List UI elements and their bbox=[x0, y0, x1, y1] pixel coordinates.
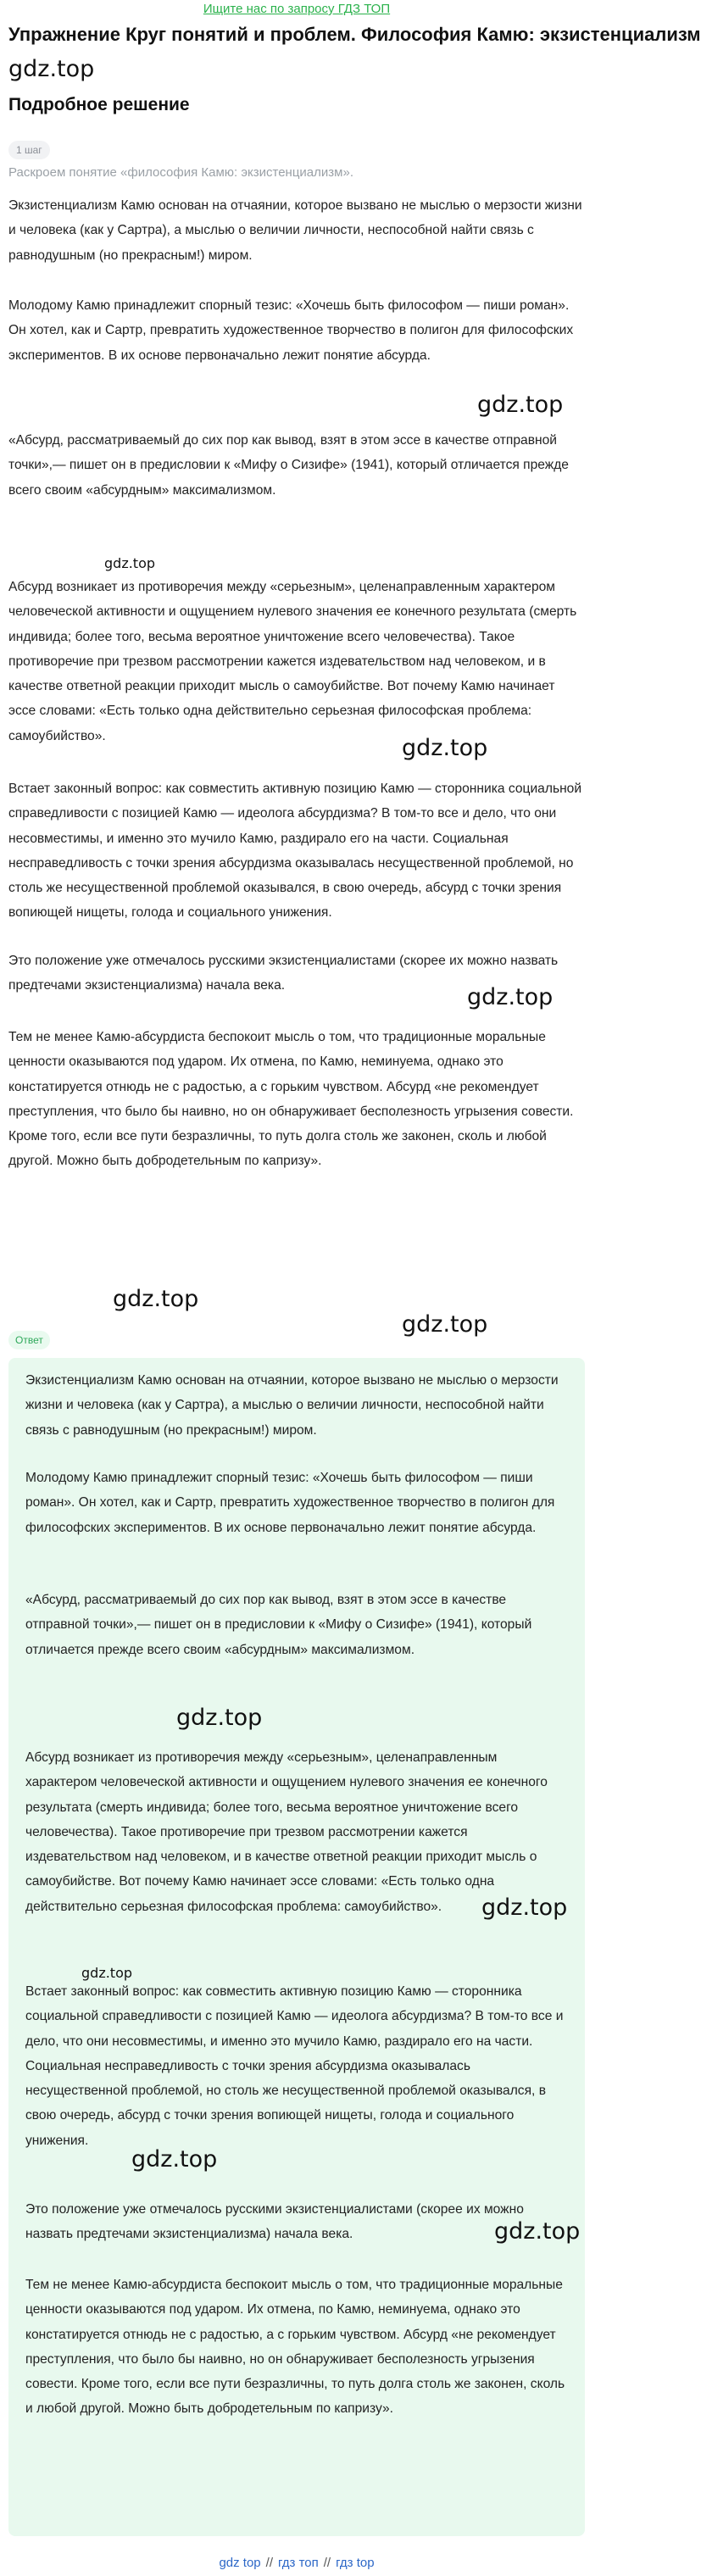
footer-link[interactable]: гдз top bbox=[336, 2556, 375, 2570]
step-badge: 1 шаг bbox=[8, 141, 50, 159]
watermark-logo: gdz.top bbox=[494, 2218, 581, 2245]
watermark-logo: gdz.top bbox=[402, 735, 488, 761]
watermark-logo: gdz.top bbox=[481, 1894, 568, 1921]
watermark-logo: gdz.top bbox=[8, 56, 95, 82]
solution-paragraph: Тем не менее Камю-абсурдиста беспокоит мысль о том, что традиционные моральные ценности оказываются под ударом. Их отмена, по Камю, неминуема, однако это констатируется отнюдь не с радостью, а с горьким чувством. Абсурд «не рекомендует преступления, что было бы наивно, но он обнаруживает бесполезность угрызения совести. Кроме того, если все пути безразличны, то путь долга столь же законен, сколь и любой другой. Можно быть добродетельным по капризу». bbox=[8, 1030, 574, 1169]
solution-paragraph: Абсурд возникает из противоречия между «серьезным», целенаправленным характером человеческой активности и ощущением нулевого значения ее конечного результата (смерть индивида; более того, весьма вероятное уничтожение всего человечества). Такое противоречие при трезвом рассмотрении кажется издевательством над человеком, и в качестве ответной реакции приходит мысль о самоубийстве. Вот почему Камю начинает эссе словами: «Есть только одна действительно серьезная философская проблема: самоубийство». bbox=[8, 580, 577, 743]
solution-paragraph: «Абсурд, рассматриваемый до сих пор как вывод, взят в этом эссе в качестве отправной точки»,— пишет он в предисловии к «Мифу о Сизифе» (1941), который отличается прежде всего своим «абсурдным» максимализмом. bbox=[8, 433, 569, 498]
watermark-logo: gdz.top bbox=[402, 1311, 488, 1338]
footer-links bbox=[0, 2551, 593, 2575]
watermark-logo: gdz.top bbox=[477, 392, 564, 418]
answer-paragraph: Тем не менее Камю-абсурдиста беспокоит мысль о том, что традиционные моральные ценности оказываются под ударом. Их отмена, по Камю, неминуема, однако это констатируется отнюдь не с радостью, а с горьким чувством. Абсурд «не рекомендует преступления, что было бы наивно, но он обнаруживает бесполезность угрызения совести. Кроме того, если все пути безразличны, то путь долга столь же законен, сколь и любой другой. Можно быть добродетельным по капризу». bbox=[25, 2278, 565, 2417]
search-hint-link[interactable]: Ищите нас по запросу ГДЗ ТОП bbox=[203, 2, 391, 16]
solution-paragraph: Экзистенциализм Камю основан на отчаянии, которое вызвано не мыслью о мерзости жизни и человека (как у Сартра), а мыслью о величии личности, неспособной найти связь с равнодушным (но прекрасным!) миром. bbox=[8, 198, 582, 263]
answer-paragraph: Молодому Камю принадлежит спорный тезис: «Хочешь быть философом — пиши роман». Он хотел, как и Сартр, превратить художественное творчество в полигон для философских экспериментов. В их основе первоначально лежит понятие абсурда. bbox=[25, 1471, 555, 1535]
page-title: Упражнение Круг понятий и проблем. Философия Камю: экзистенциализм bbox=[8, 24, 701, 45]
solution-paragraph: Это положение уже отмечалось русскими экзистенциалистами (скорее их можно назвать предтечами экзистенциализма) начала века. bbox=[8, 954, 559, 993]
watermark-logo: gdz.top bbox=[176, 1705, 263, 1731]
footer-separator: // bbox=[323, 2556, 331, 2570]
answer-paragraph: Абсурд возникает из противоречия между «серьезным», целенаправленным характером человеческой активности и ощущением нулевого значения ее конечного результата (смерть индивида; более того, весьма вероятное уничтожение всего человечества). Такое противоречие при трезвом рассмотрении кажется издевательством над человеком, и в качестве ответной реакции приходит мысль о самоубийстве. Вот почему Камю начинает эссе словами: «Есть только одна действительно серьезная философская проблема: самоубийство». bbox=[25, 1750, 548, 1914]
answer-badge: Ответ bbox=[8, 1331, 50, 1349]
watermark-logo: gdz.top bbox=[104, 555, 156, 571]
watermark-logo: gdz.top bbox=[113, 1286, 199, 1312]
solution-paragraph: Встает законный вопрос: как совместить активную позицию Камю — сторонника социальной справедливости с позицией Камю — идеолога абсурдизма? В том-то все и дело, что они несовместимы, и именно это мучило Камю, раздирало его на части. Социальная несправедливость с точки зрения абсурдизма оказывалась несущественной проблемой, но столь же несущественной проблемой оказывался, в свою очередь, абсурд с точки зрения вопиющей нищеты, голода и социального унижения. bbox=[8, 782, 582, 921]
footer-separator: // bbox=[265, 2556, 273, 2570]
footer-link[interactable]: gdz top bbox=[219, 2556, 261, 2570]
watermark-logo: gdz.top bbox=[467, 984, 554, 1010]
answer-paragraph: Это положение уже отмечалось русскими экзистенциалистами (скорее их можно назвать предтечами экзистенциализма) начала века. bbox=[25, 2202, 524, 2242]
step-intro: Раскроем понятие «философия Камю: экзистенциализм». bbox=[8, 165, 353, 180]
watermark-logo: gdz.top bbox=[81, 1965, 133, 1981]
watermark-logo: gdz.top bbox=[131, 2146, 218, 2173]
answer-paragraph: Встает законный вопрос: как совместить активную позицию Камю — сторонника социальной справедливости с позицией Камю — идеолога абсурдизма? В том-то все и дело, что они несовместимы, и именно это мучило Камю, раздирало его на части. Социальная несправедливость с точки зрения абсурдизма оказывалась несущественной проблемой, но столь же несущественной проблемой оказывался, в свою очередь, абсурд с точки зрения вопиющей нищеты, голода и социального унижения. bbox=[25, 1984, 564, 2148]
answer-paragraph: «Абсурд, рассматриваемый до сих пор как вывод, взят в этом эссе в качестве отправной точки»,— пишет он в предисловии к «Мифу о Сизифе» (1941), который отличается прежде всего своим «абсурдным» максимализмом. bbox=[25, 1593, 532, 1657]
solution-paragraph: Молодому Камю принадлежит спорный тезис: «Хочешь быть философом — пиши роман». Он хотел, как и Сартр, превратить художественное творчество в полигон для философских экспериментов. В их основе первоначально лежит понятие абсурда. bbox=[8, 298, 574, 363]
footer-link[interactable]: гдз топ bbox=[278, 2556, 319, 2570]
answer-paragraph: Экзистенциализм Камю основан на отчаянии, которое вызвано не мыслью о мерзости жизни и человека (как у Сартра), а мыслью о величии личности, неспособной найти связь с равнодушным (но прекрасным!) миром. bbox=[25, 1373, 559, 1438]
section-title: Подробное решение bbox=[8, 95, 190, 114]
